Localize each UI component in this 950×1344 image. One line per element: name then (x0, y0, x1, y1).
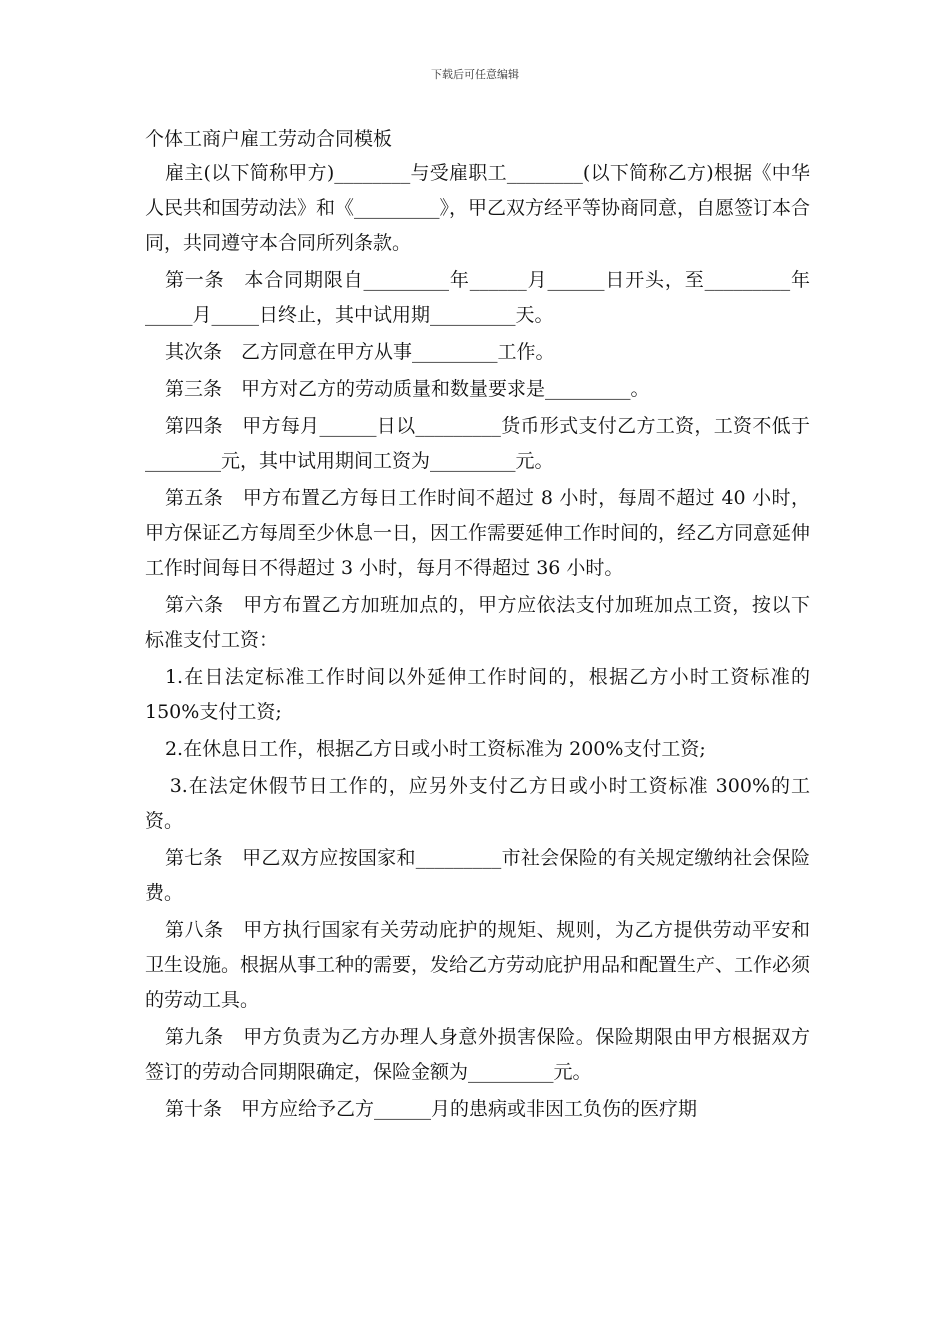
paragraph-article-9: 第九条 甲方负责为乙方办理人身意外损害保险。保险期限由甲方根据双方签订的劳动合同期限确定，保险金额为_________元。 (145, 1026, 810, 1083)
paragraph-article-7: 第七条 甲乙双方应按国家和_________市社会保险的有关规定缴纳社会保险费。 (145, 847, 810, 904)
paragraph-preamble: 雇主(以下简称甲方)________与受雇职工________(以下简称乙方)根据《中华人民共和国劳动法》和《_________》，甲乙双方经平等协商同意，自愿签订本合同，共同遵守本合同所列条款。 (145, 162, 811, 254)
paragraph-article-1: 第一条 本合同期限自_________年______月______日开头，至_________年_____月_____日终止，其中试用期_________天。 (145, 269, 810, 326)
list-item-2: 2.在休息日工作，根据乙方日或小时工资标准为 200%支付工资; (164, 738, 706, 760)
paragraph-article-2: 其次条 乙方同意在甲方从事_________工作。 (164, 341, 555, 363)
paragraph-article-6: 第六条 甲方布置乙方加班加点的，甲方应依法支付加班加点工资，按以下标准支付工资： (145, 594, 810, 651)
paragraph-article-10: 第十条 甲方应给予乙方______月的患病或非因工负伤的医疗期 (164, 1098, 697, 1120)
paragraph-article-4: 第四条 甲方每月______日以_________货币形式支付乙方工资，工资不低于________元，其中试用期间工资为_________元。 (145, 415, 810, 472)
list-item-3: 3.在法定休假节日工作的，应另外支付乙方日或小时工资标准 300%的工资。 (145, 775, 810, 832)
list-item-1: 1.在日法定标准工作时间以外延伸工作时间的，根据乙方小时工资标准的 150%支付工资; (145, 666, 810, 723)
document-title: 个体工商户雇工劳动合同模板 (145, 128, 393, 150)
document-body (145, 124, 810, 1129)
paragraph-article-3: 第三条 甲方对乙方的劳动质量和数量要求是_________。 (164, 378, 650, 400)
page-header: 下载后可任意编辑 (431, 68, 519, 81)
paragraph-article-5: 第五条 甲方布置乙方每日工作时间不超过 8 小时，每周不超过 40 小时，甲方保证乙方每周至少休息一日，因工作需要延伸工作时间的，经乙方同意延伸工作时间每日不得超过 3 小时，每月不得超过 36 小时。 (145, 487, 811, 579)
paragraph-article-8: 第八条 甲方执行国家有关劳动庇护的规矩、规则，为乙方提供劳动平安和卫生设施。根据从事工种的需要，发给乙方劳动庇护用品和配置生产、工作必须的劳动工具。 (145, 919, 811, 1011)
